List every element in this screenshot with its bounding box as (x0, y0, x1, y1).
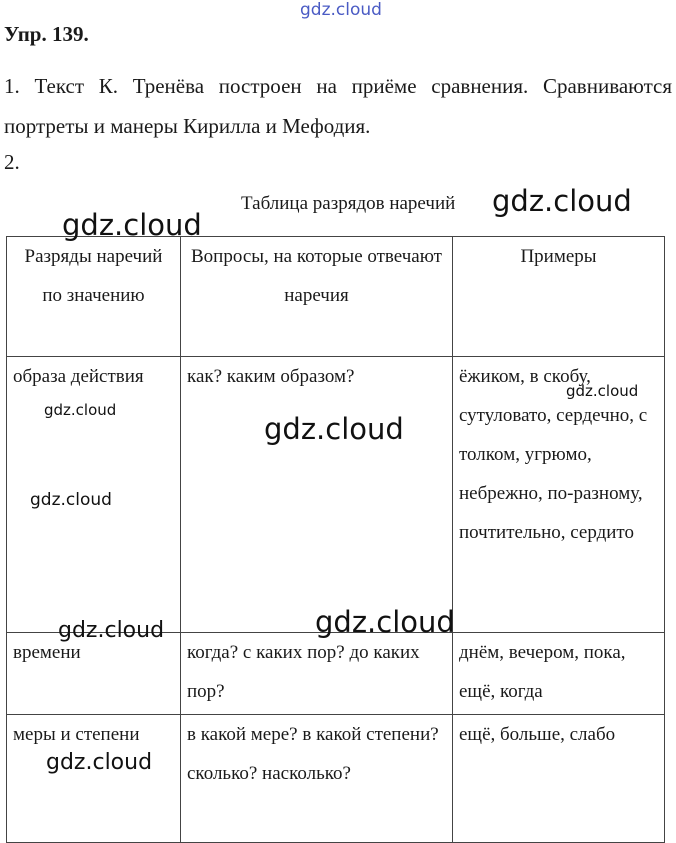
watermark-top: gdz.cloud (300, 0, 382, 20)
row-category: меры и степени (7, 715, 181, 843)
watermark: gdz.cloud (44, 401, 117, 419)
watermark: gdz.cloud (315, 605, 455, 639)
table-caption: Таблица разрядов наречий (241, 193, 456, 214)
watermark: gdz.cloud (58, 618, 165, 643)
watermark: gdz.cloud (46, 750, 153, 775)
table-row (7, 633, 665, 715)
watermark: gdz.cloud (566, 382, 639, 400)
row-examples: днём, вечером, пока, ещё, когда (453, 633, 665, 715)
answer-paragraph-1: 1. Текст К. Тренёва построен на приёме сравнения. Сравниваются портреты и манеры Кирилла и Мефодия. (4, 74, 672, 138)
row-category: времени (7, 633, 181, 715)
header-questions: Вопросы, на которые отвечают наречия (181, 237, 453, 357)
table-header-row (7, 237, 665, 357)
header-category: Разряды наречий по значению (7, 237, 181, 357)
watermark: gdz.cloud (62, 208, 202, 242)
row-questions: когда? с каких пор? до каких пор? (181, 633, 453, 715)
table-row (7, 715, 665, 843)
watermark: gdz.cloud (30, 490, 112, 510)
row-examples: ёжиком, в скобу, сутуловато, сердечно, с толком, угрюмо, небрежно, по-разному, почтительно, сердито (453, 357, 665, 633)
row-category: образа действия (7, 357, 181, 633)
row-examples: ещё, больше, слабо (453, 715, 665, 843)
row-questions: как? каким образом? (181, 357, 453, 633)
exercise-title: Упр. 139. (4, 22, 89, 46)
watermark: gdz.cloud (492, 184, 632, 218)
answer-paragraph-2: 2. (4, 150, 20, 174)
row-questions: в какой мере? в какой степени? сколько? насколько? (181, 715, 453, 843)
watermark: gdz.cloud (264, 412, 404, 446)
header-examples: Примеры (453, 237, 665, 357)
